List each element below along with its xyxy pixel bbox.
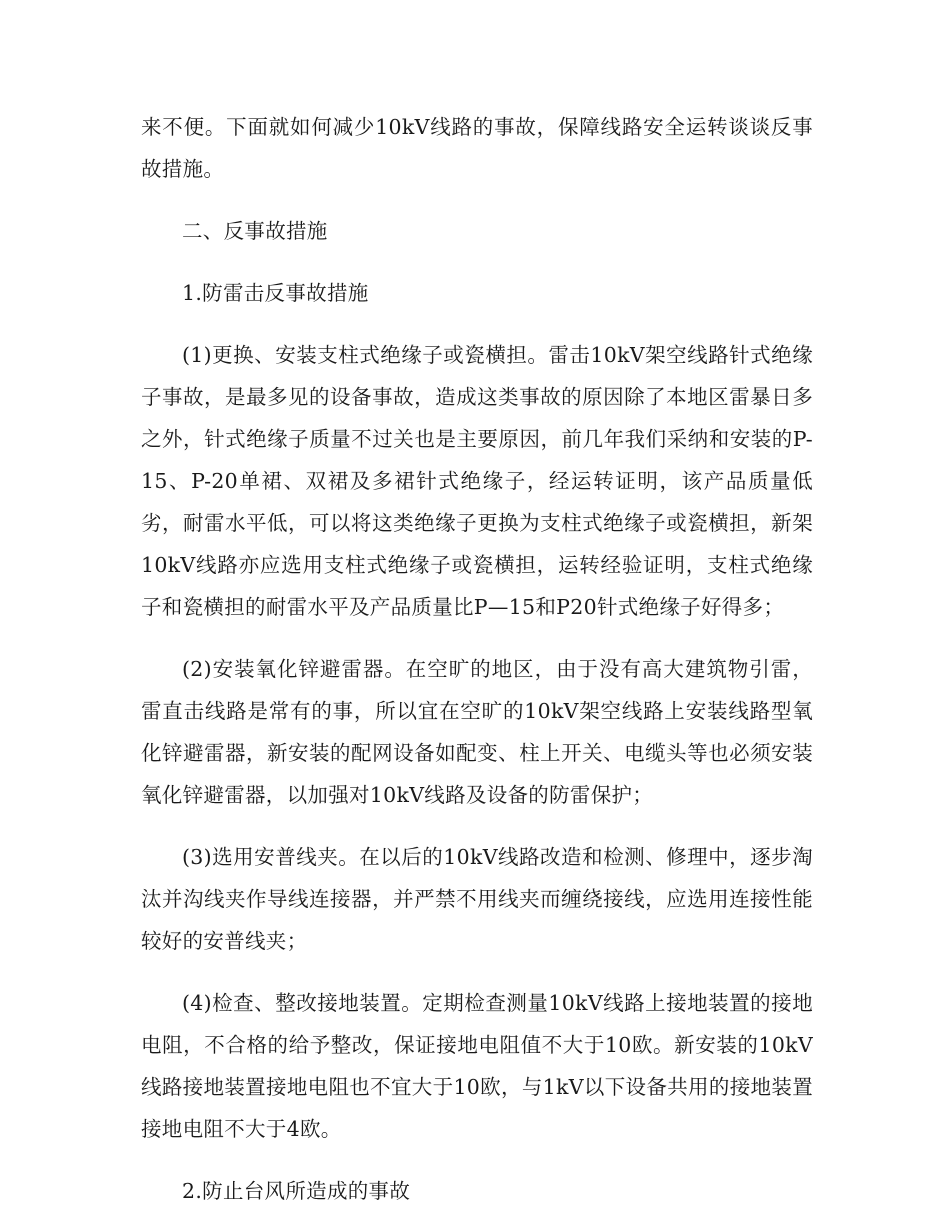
paragraph-item-3: (3)选用安普线夹。在以后的10kV线路改造和检测、修理中，逐步淘汰并沟线夹作导线连接器，并严禁不用线夹而缠绕接线，应选用连接性能较好的安普线夹； <box>141 845 813 953</box>
subsection-heading-lightning: 1.防雷击反事故措施 <box>182 281 369 305</box>
paragraph-item-4: (4)检查、整改接地装置。定期检查测量10kV线路上接地装置的接地电阻，不合格的给予整改，保证接地电阻值不大于10欧。新安装的10kV线路接地装置接地电阻也不宜大于10欧，与1kV以下设备共用的接地装置接地电阻不大于4欧。 <box>141 991 813 1141</box>
paragraph-continuation: 来不便。下面就如何减少10kV线路的事故，保障线路安全运转谈谈反事故措施。 <box>141 115 813 181</box>
paragraph-item-2: (2)安装氧化锌避雷器。在空旷的地区，由于没有高大建筑物引雷，雷直击线路是常有的事，所以宜在空旷的10kV架空线路上安装线路型氧化锌避雷器，新安装的配网设备如配变、柱上开关、电缆头等也必须安装氧化锌避雷器，以加强对10kV线路及设备的防雷保护； <box>141 657 813 807</box>
section-heading: 二、反事故措施 <box>182 219 328 243</box>
paragraph-item-1: (1)更换、安装支柱式绝缘子或瓷横担。雷击10kV架空线路针式绝缘子事故，是最多见的设备事故，造成这类事故的原因除了本地区雷暴日多之外，针式绝缘子质量不过关也是主要原因，前几年我们采纳和安装的P-15、P-20单裙、双裙及多裙针式绝缘子，经运转证明，该产品质量低劣，耐雷水平低，可以将这类绝缘子更换为支柱式绝缘子或瓷横担，新架10kV线路亦应选用支柱式绝缘子或瓷横担，运转经验证明，支柱式绝缘子和瓷横担的耐雷水平及产品质量比P—15和P20针式绝缘子好得多； <box>141 343 813 619</box>
subsection-heading-typhoon: 2.防止台风所造成的事故 <box>182 1179 411 1203</box>
document-body <box>141 106 813 1232</box>
